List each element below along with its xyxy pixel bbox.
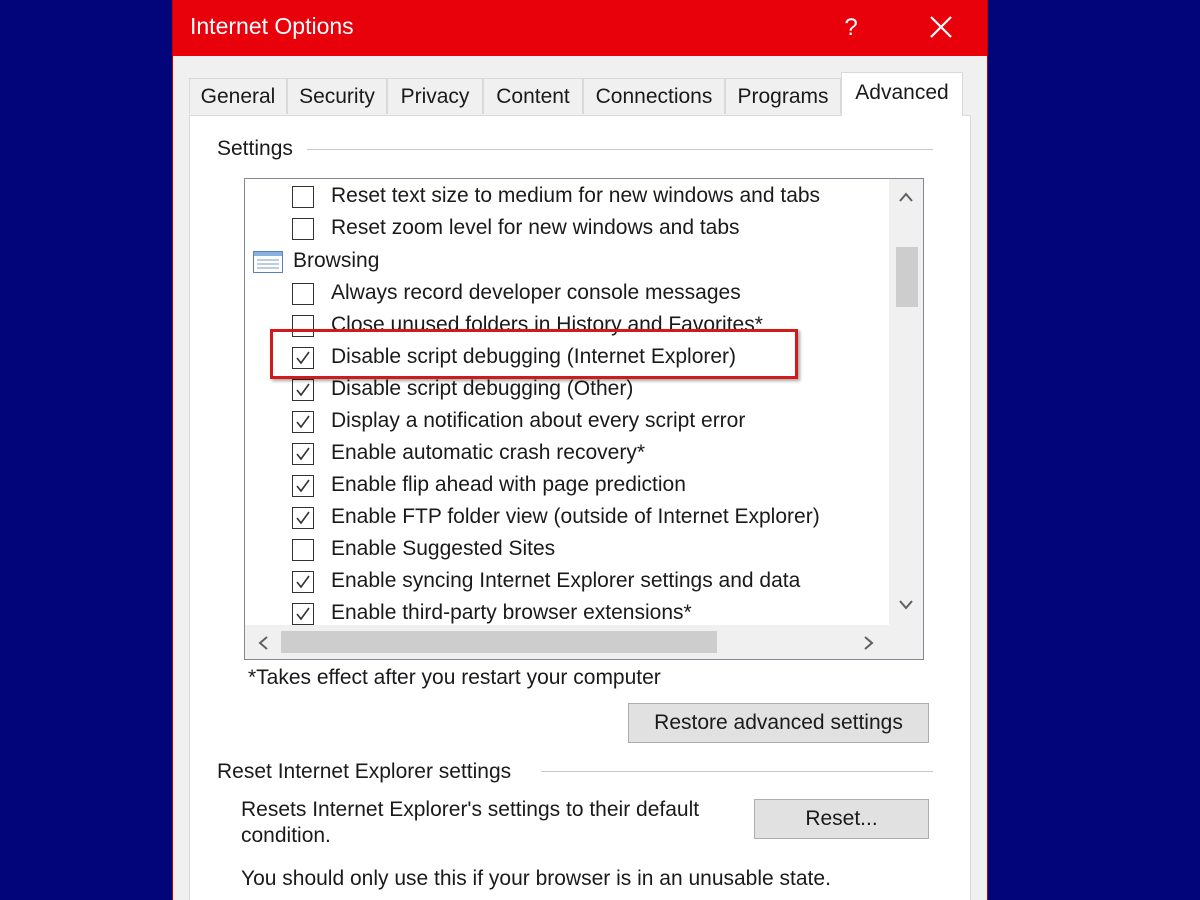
checkbox[interactable]	[292, 186, 314, 208]
setting-label: Enable syncing Internet Explorer settings and data	[331, 569, 801, 592]
checkbox[interactable]	[292, 443, 314, 465]
tab-programs[interactable]: Programs	[725, 78, 841, 114]
horizontal-scrollbar[interactable]	[245, 625, 923, 659]
checkbox[interactable]	[292, 603, 314, 625]
setting-label: Enable flip ahead with page prediction	[331, 473, 686, 496]
settings-group-divider	[307, 149, 933, 150]
window-title: Internet Options	[190, 13, 354, 39]
checkmark-icon	[295, 606, 311, 622]
reset-description: Resets Internet Explorer's settings to their default condition.	[241, 798, 700, 847]
close-icon	[930, 16, 952, 38]
checkbox[interactable]	[292, 411, 314, 433]
tab-privacy[interactable]: Privacy	[387, 78, 483, 114]
setting-label: Enable third-party browser extensions*	[331, 601, 692, 624]
checkmark-icon	[295, 510, 311, 526]
chevron-up-icon[interactable]	[898, 191, 914, 203]
close-button[interactable]	[913, 0, 969, 56]
setting-label: Enable automatic crash recovery*	[331, 441, 645, 464]
checkbox[interactable]	[292, 218, 314, 240]
setting-label: Enable Suggested Sites	[331, 537, 556, 560]
chevron-right-icon[interactable]	[863, 635, 875, 651]
checkmark-icon	[295, 414, 311, 430]
vertical-scrollbar[interactable]	[889, 179, 923, 625]
chevron-down-icon[interactable]	[898, 599, 914, 611]
checkbox[interactable]	[292, 283, 314, 305]
checkbox[interactable]	[292, 379, 314, 401]
reset-group-divider	[541, 771, 933, 772]
restore-advanced-settings-button[interactable]: Restore advanced settings	[628, 703, 929, 743]
advanced-settings-list[interactable]	[244, 178, 924, 660]
setting-label: Enable FTP folder view (outside of Internet Explorer)	[331, 505, 820, 528]
reset-warning: You should only use this if your browser is in an unusable state.	[241, 867, 831, 890]
setting-label: Disable script debugging (Other)	[331, 377, 634, 400]
settings-category-icon	[253, 251, 283, 273]
title-bar[interactable]	[173, 0, 987, 56]
internet-options-dialog	[172, 0, 988, 900]
tab-security[interactable]: Security	[287, 78, 387, 114]
reset-button[interactable]: Reset...	[754, 799, 929, 839]
help-button[interactable]: ?	[844, 14, 858, 41]
reset-group-label: Reset Internet Explorer settings	[217, 760, 521, 784]
tab-connections[interactable]: Connections	[583, 78, 725, 114]
checkmark-icon	[295, 574, 311, 590]
chevron-left-icon[interactable]	[257, 635, 269, 651]
horizontal-scroll-thumb[interactable]	[281, 631, 717, 653]
setting-label: Reset text size to medium for new windows and tabs	[331, 184, 821, 207]
vertical-scroll-thumb[interactable]	[896, 247, 918, 307]
highlight-box	[270, 329, 798, 379]
setting-label: Always record developer console messages	[331, 281, 741, 304]
setting-label: Display a notification about every script error	[331, 409, 746, 432]
checkbox[interactable]	[292, 571, 314, 593]
tab-advanced[interactable]: Advanced	[841, 72, 963, 116]
checkbox[interactable]	[292, 539, 314, 561]
checkmark-icon	[295, 382, 311, 398]
setting-label: Close unused folders in History and Favorites*	[331, 313, 763, 336]
setting-label: Disable script debugging (Internet Explorer)	[331, 345, 737, 368]
category-label: Browsing	[293, 249, 380, 272]
settings-group-label: Settings	[217, 137, 303, 161]
setting-label: Reset zoom level for new windows and tabs	[331, 216, 740, 239]
checkmark-icon	[295, 478, 311, 494]
checkbox[interactable]	[292, 475, 314, 497]
tab-content[interactable]: Content	[483, 78, 583, 114]
checkmark-icon	[295, 446, 311, 462]
checkbox[interactable]	[292, 507, 314, 529]
restart-footnote: *Takes effect after you restart your computer	[248, 666, 661, 689]
tab-general[interactable]: General	[189, 78, 287, 114]
